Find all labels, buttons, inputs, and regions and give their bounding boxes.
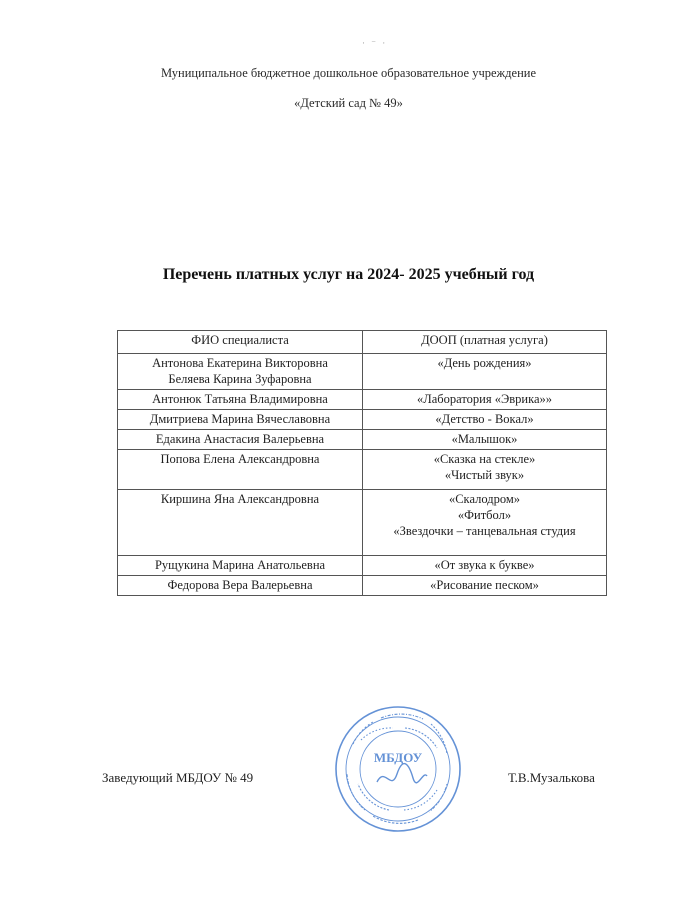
specialist-name: Федорова Вера Валерьевна	[167, 578, 313, 592]
specialist-cell	[118, 354, 363, 390]
service-cell	[363, 576, 607, 596]
service-cell	[363, 450, 607, 490]
stamp-middle-ring	[346, 717, 450, 821]
specialist-cell	[118, 410, 363, 430]
head-position: Заведующий МБДОУ № 49	[102, 770, 254, 785]
table-row	[118, 576, 607, 596]
header-specialist: ФИО специалиста	[118, 331, 363, 354]
service-name: «Малышок»	[451, 432, 518, 446]
service-name: «Лаборатория «Эврика»»	[417, 392, 552, 406]
service-cell	[363, 354, 607, 390]
stamp-outer-ring	[336, 707, 460, 831]
specialist-name: Антонюк Татьяна Владимировна	[152, 392, 328, 406]
specialist-cell	[118, 390, 363, 410]
table-row	[118, 390, 607, 410]
specialist-name: Киршина Яна Александровна	[160, 492, 320, 506]
table-row	[118, 410, 607, 430]
organization-short-name: «Детский сад № 49»	[294, 96, 403, 110]
service-name: «От звука к букве»	[434, 558, 535, 572]
table-header-row	[118, 331, 607, 354]
service-name: «Чистый звук»	[444, 468, 525, 482]
service-name: «День рождения»	[437, 356, 532, 370]
service-name: «Фитбол»	[457, 508, 512, 522]
service-name: «Сказка на стекле»	[433, 452, 536, 466]
table-row	[118, 354, 607, 390]
specialist-cell	[118, 490, 363, 556]
official-stamp	[333, 704, 463, 834]
document-title: Перечень платных услуг на 2024- 2025 учебный год	[162, 266, 535, 283]
service-name: «Рисование песком»	[430, 578, 539, 592]
service-cell	[363, 390, 607, 410]
service-name: «Детство - Вокал»	[435, 412, 534, 426]
service-cell	[363, 556, 607, 576]
specialist-name: Антонова Екатерина Викторовна	[152, 356, 328, 370]
specialist-cell	[118, 556, 363, 576]
header-service: ДООП (платная услуга)	[363, 331, 607, 354]
specialist-name: Дмитриева Марина Вячеславовна	[149, 412, 331, 426]
specialist-cell	[118, 576, 363, 596]
organization-name: Муниципальное бюджетное дошкольное образовательное учреждение	[161, 66, 536, 80]
scan-speck: · ⁻ ·	[362, 38, 388, 48]
signature-scribble	[377, 764, 427, 783]
service-cell	[363, 430, 607, 450]
signatory-name: Т.В.Музалькова	[508, 770, 595, 785]
stamp-inner-ring	[360, 731, 436, 807]
service-cell	[363, 410, 607, 430]
stamp-center-text: МБДОУ	[373, 750, 423, 765]
table-row	[118, 430, 607, 450]
specialist-name: Попова Елена Александровна	[160, 452, 320, 466]
table-row	[118, 450, 607, 490]
service-name: «Звездочки – танцевальная студия	[393, 524, 576, 538]
service-name: «Скалодром»	[448, 492, 521, 506]
specialist-name: Беляева Карина Зуфаровна	[168, 372, 312, 386]
specialist-cell	[118, 430, 363, 450]
services-table	[117, 330, 607, 596]
service-cell	[363, 490, 607, 556]
table-row	[118, 490, 607, 556]
specialist-name: Рущукина Марина Анатольевна	[154, 558, 326, 572]
table-row	[118, 556, 607, 576]
specialist-cell	[118, 450, 363, 490]
specialist-name: Едакина Анастасия Валерьевна	[155, 432, 325, 446]
